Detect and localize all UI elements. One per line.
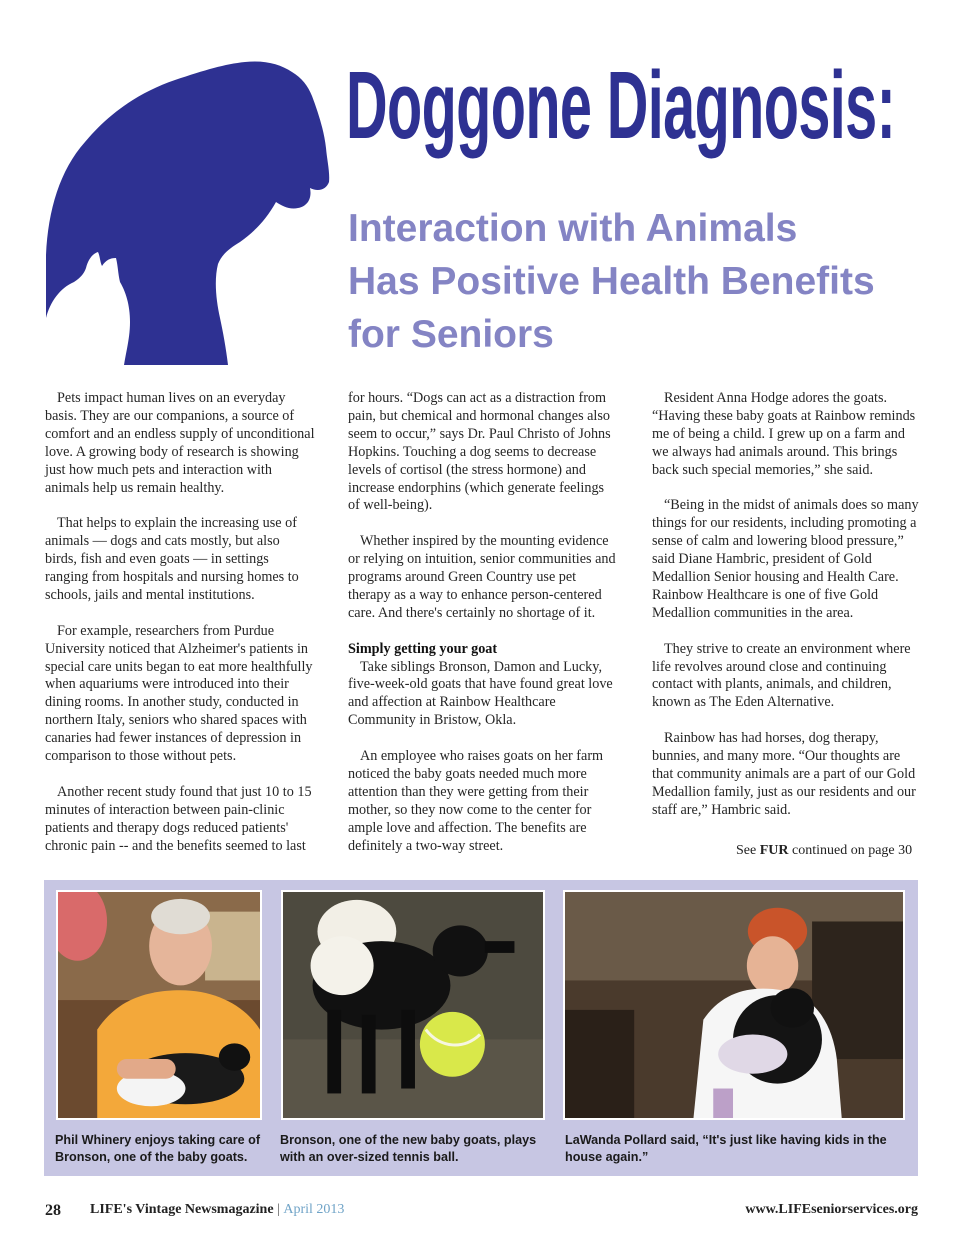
paragraph: Pets impact human lives on an everyday basis. They are our companions, a source of comfort and an endless supply of unconditional love. A growing body of research is showing just how much pets and interaction with animals help us remain healthy. xyxy=(45,390,315,496)
website-url[interactable]: www.LIFEseniorservices.org xyxy=(745,1202,918,1217)
continued-prefix: See xyxy=(736,843,757,858)
photo-caption: Bronson, one of the new baby goats, plays with an over-sized tennis ball. xyxy=(280,1133,537,1164)
paragraph: Take siblings Bronson, Damon and Lucky, five-week-old goats that have found great love and affection at Rainbow Healthcare Community in Bristow, Okla. xyxy=(348,658,613,729)
paragraph: For example, researchers from Purdue University noticed that Alzheimer's patients in special care units began to eat more healthfully when aquariums were introduced into their dining rooms. In another study, conducted in northern Italy, seniors who shared spaces with canaries had fewer instances of depression in comparison to those without pets. xyxy=(45,622,313,765)
photo-caption: LaWanda Pollard said, “It's just like having kids in the house again.” xyxy=(565,1133,887,1164)
subtitle-line: for Seniors xyxy=(348,313,554,356)
paragraph: for hours. “Dogs can act as a distraction from pain, but chemical and hormonal changes also seem to occur,” says Dr. Paul Christo of Johns Hopkins. Touching a dog seems to decrease levels of cortisol (the stress hormone) and increase endorphins (which generate feelings of well-being). xyxy=(348,390,611,514)
paragraph: They strive to create an environment where life revolves around close and continuing contact with plants, animals, and children, known as The Eden Alternative. xyxy=(652,640,911,711)
page-footer xyxy=(0,1202,960,1226)
section-heading: Simply getting your goat xyxy=(348,640,498,657)
photo-strip xyxy=(44,880,918,1176)
paragraph: Rainbow has had horses, dog therapy, bunnies, and many more. “Our thoughts are that community animals are a part of our Gold Medallion family, just as our residents and our staff are,” Hambric said. xyxy=(652,730,916,818)
photo-woman-hugging-goat xyxy=(563,890,905,1120)
paragraph: An employee who raises goats on her farm noticed the baby goats needed much more attention than they were getting from their mother, so they now come to the center for ample love and affection. The benefits are definitely a two-way street. xyxy=(348,748,604,854)
continued-keyword: FUR xyxy=(759,843,789,858)
article-column-1 xyxy=(45,390,315,873)
paragraph: Resident Anna Hodge adores the goats. “Having these baby goats at Rainbow reminds me of being a child. I grew up on a farm and we always had animals around. This brings back such special memories,” she said. xyxy=(652,390,916,478)
article-title: Doggone Diagnosis: xyxy=(346,52,896,159)
page-number: 28 xyxy=(45,1202,61,1219)
publication-line xyxy=(90,1202,344,1218)
photo-man-holding-goat xyxy=(56,890,262,1120)
article-subtitle xyxy=(348,202,928,361)
paragraph: That helps to explain the increasing use of animals — dogs and cats mostly, but also birds, fish and even goats — in settings ranging from hospitals and nursing homes to schools, jails and mental institutions. xyxy=(45,515,299,603)
footer-separator: | xyxy=(277,1202,280,1217)
subtitle-line: Interaction with Animals xyxy=(348,207,798,250)
article-column-3 xyxy=(652,390,922,838)
dog-and-cat-silhouette-icon xyxy=(40,60,330,365)
continued-note xyxy=(736,843,912,859)
issue-date: April 2013 xyxy=(283,1202,345,1217)
publication-name: LIFE's Vintage Newsmagazine xyxy=(90,1202,274,1217)
photo-goat-with-tennis-ball xyxy=(281,890,545,1120)
photo-caption: Phil Whinery enjoys taking care of Bronson, one of the baby goats. xyxy=(55,1133,261,1164)
paragraph: “Being in the midst of animals does so many things for our residents, including promoting a sense of calm and lowering blood pressure,” said Diane Hambric, president of Gold Medallion Senior housing and Health Care. Rainbow Healthcare is one of five Gold Medallion communities in the area. xyxy=(652,497,919,621)
article-column-2 xyxy=(348,390,618,873)
subtitle-line: Has Positive Health Benefits xyxy=(348,260,875,303)
paragraph: Whether inspired by the mounting evidence or relying on intuition, senior communities and programs around Green Country use pet therapy as a way to enhance person-centered care. And there's certainly no shortage of it. xyxy=(348,533,616,621)
paragraph: Another recent study found that just 10 to 15 minutes of interaction between pain-clinic patients and therapy dogs reduced patients' chronic pain -- and the benefits seemed to last xyxy=(45,783,312,854)
continued-suffix: continued on page 30 xyxy=(792,843,913,858)
